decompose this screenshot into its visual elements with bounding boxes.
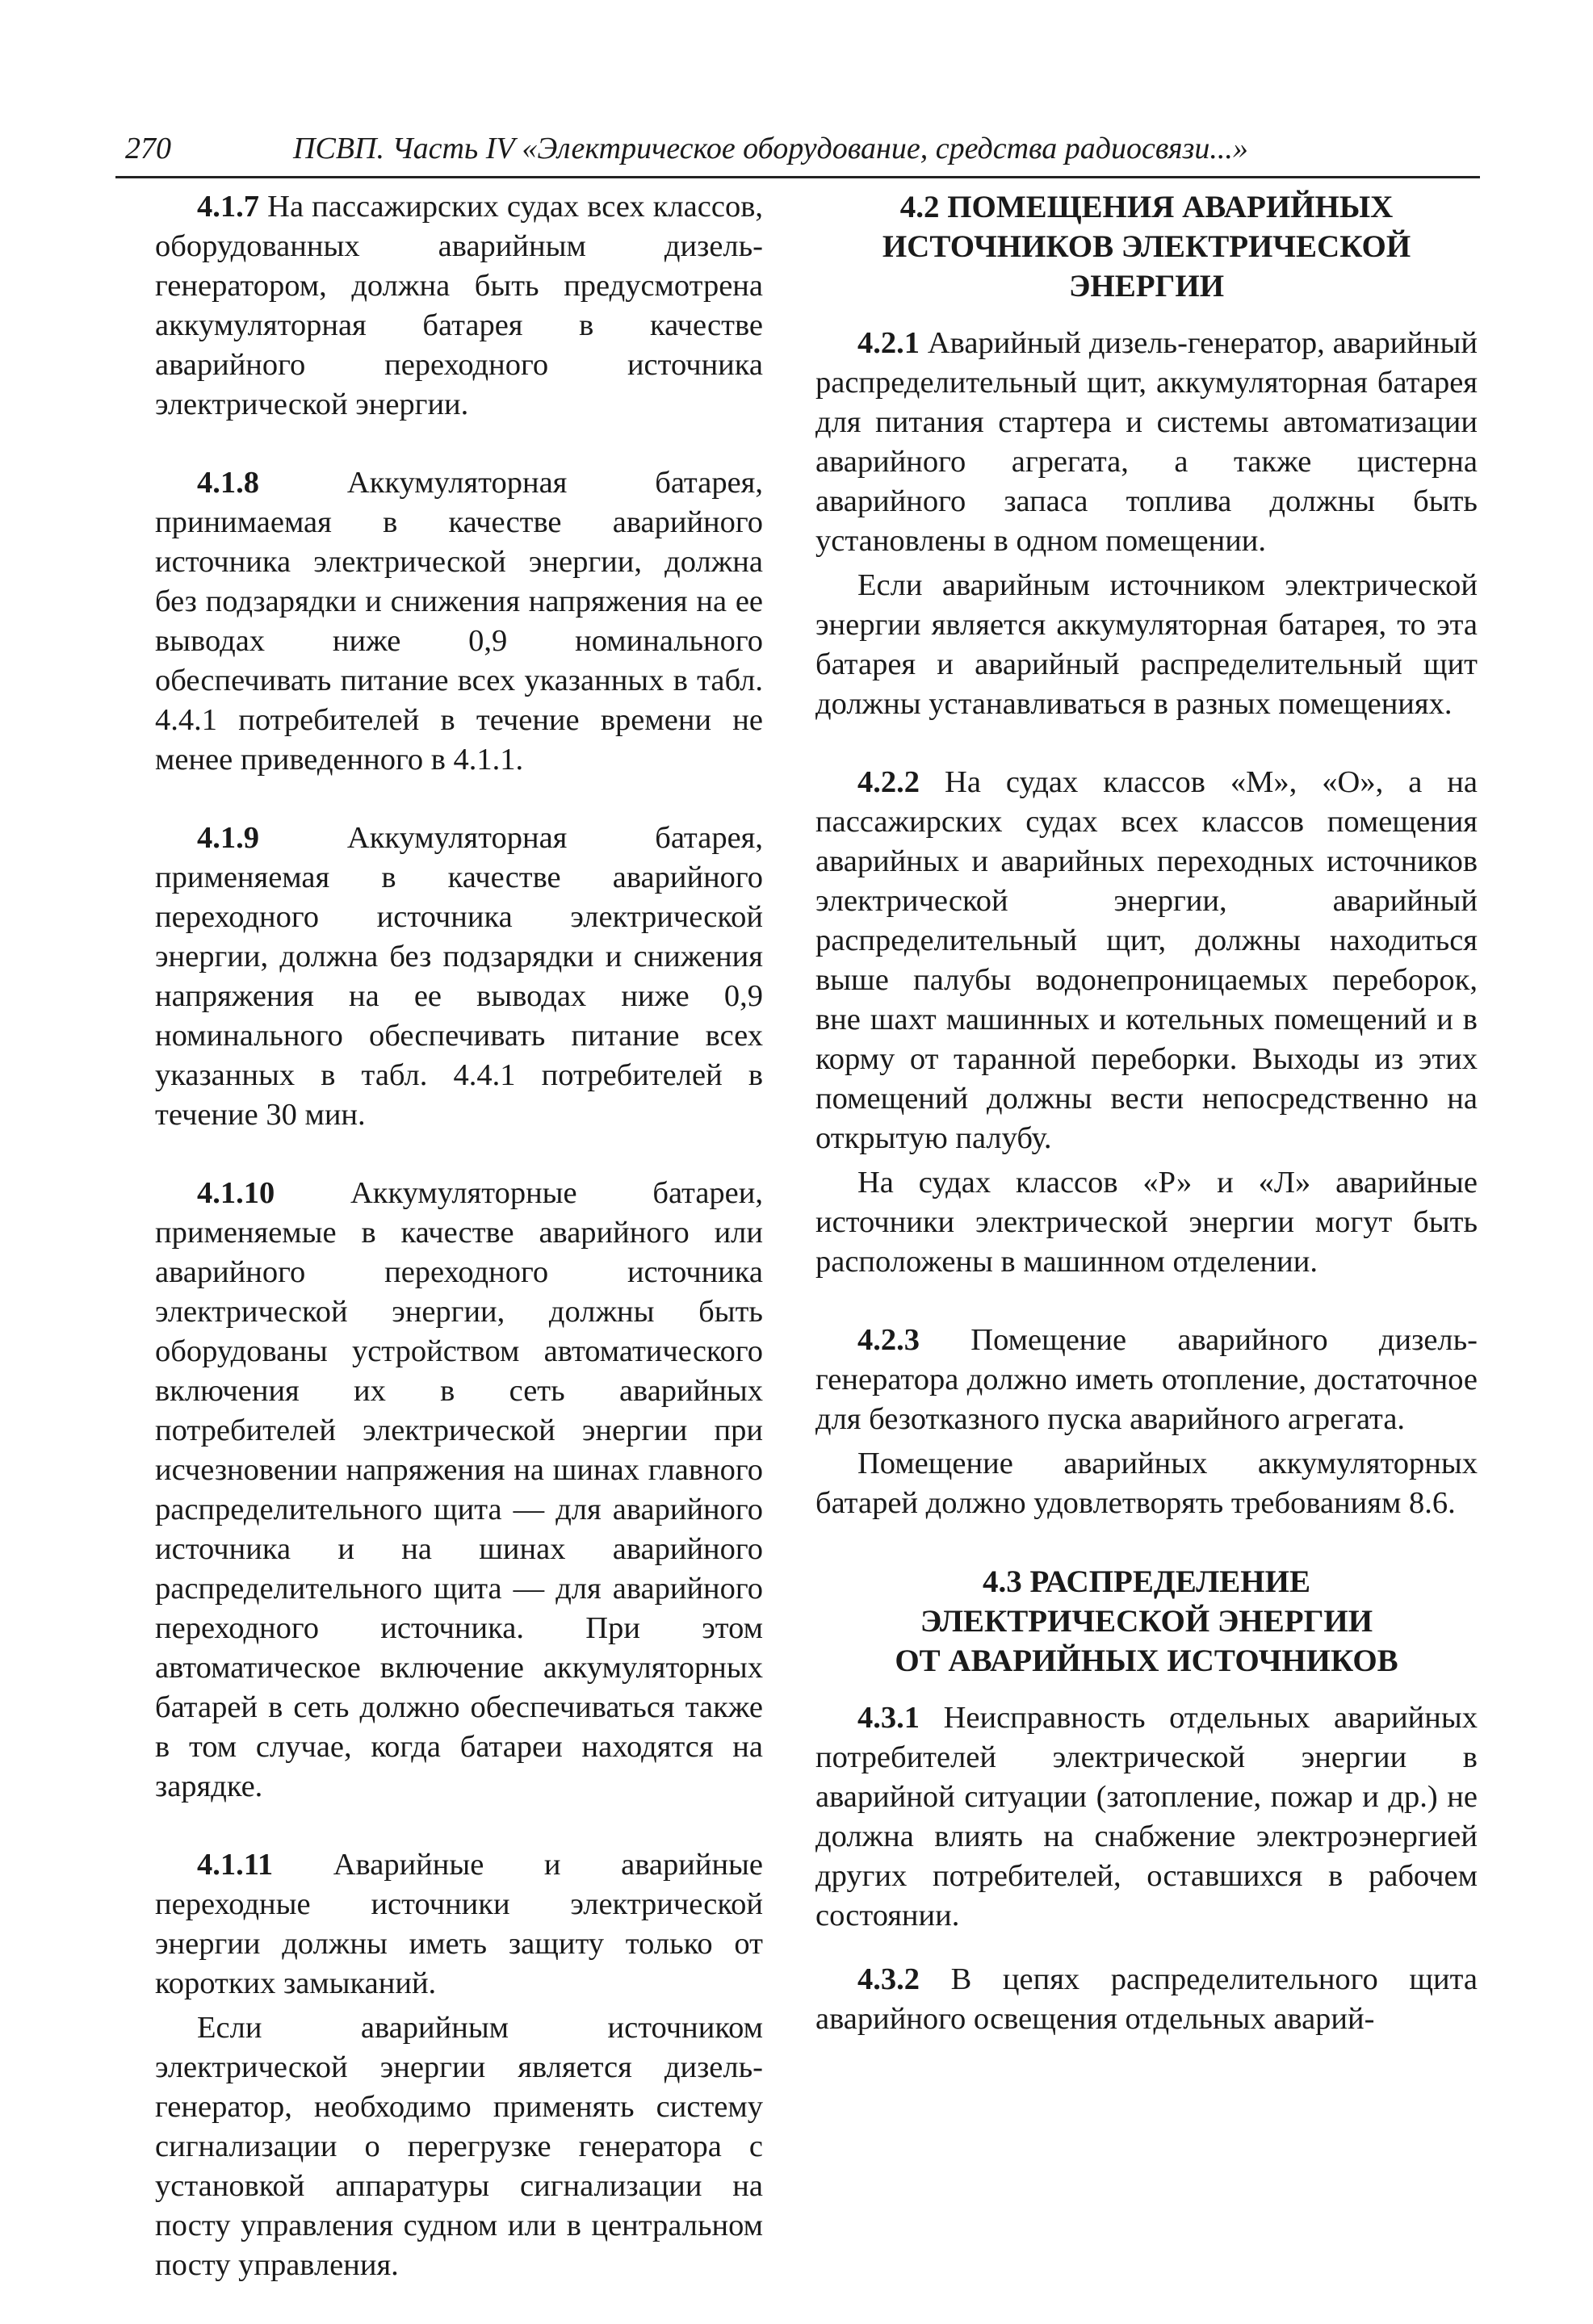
left-column: [155, 187, 763, 2324]
clause-paragraph: Если аварийным источником электрической энергии является аккумуляторная батарея, то эта батарея и аварийный распределительный щит должны устанавливаться в разных помещениях.: [815, 568, 1478, 721]
page-header: [115, 128, 1480, 178]
heading-line: ОТ АВАРИЙНЫХ ИСТОЧНИКОВ: [895, 1644, 1398, 1678]
clause-number: 4.3.2: [857, 1962, 920, 1996]
clause-number: 4.1.9: [197, 821, 259, 855]
heading-line: ИСТОЧНИКОВ ЭЛЕКТРИЧЕСКОЙ: [882, 229, 1411, 264]
clause-paragraph: [815, 1698, 1478, 1936]
clause-paragraph: [815, 1960, 1478, 2039]
clause-number: 4.1.11: [197, 1848, 274, 1882]
clause-paragraph: На судах классов «Р» и «Л» аварийные источники электрической энергии могут быть расположены в машинном отделении.: [815, 1166, 1478, 1279]
clause-text: Аккумуляторные батареи, применяемые в качестве аварийного или аварийного переходного источника электрической энергии, должны быть оборудованы устройством автоматического включения их в сеть аварийных потребителей электрической энергии при исчезновении напряжения на шинах главного распределительного щита — для аварийного источника и на шинах аварийного распределительного щита — для аварийного переходного источника. При этом автоматическое включение аккумуляторных батарей в сеть должно обеспечиваться также в том случае, когда батареи находятся на зарядке.: [155, 1176, 764, 1803]
clause-text: Аварийные и аварийные переходные источники электрической энергии должны иметь защиту только от коротких замыканий.: [155, 1848, 764, 2000]
clause-paragraph: [155, 187, 763, 425]
clause-text: Неисправность отдельных аварийных потребителей электрической энергии в аварийной ситуации (затопление, пожар и др.) не должна влиять на снабжение электроэнергией других потребителей, оставшихся в рабочем состоянии.: [815, 1701, 1478, 1932]
clause-number: 4.1.10: [197, 1176, 275, 1210]
clause-text: Аккумуляторная батарея, применяемая в качестве аварийного переходного источника электрической энергии, должна без подзарядки и снижения напряжения на ее выводах ниже 0,9 номинального обеспечивать питание всех указанных в табл. 4.4.1 потребителей в течение 30 мин.: [155, 821, 763, 1132]
clause-number: 4.1.7: [197, 190, 259, 224]
section-heading-4-2: [815, 187, 1478, 306]
running-title: ПСВП. Часть IV «Электрическое оборудование, средства радиосвязи...»: [293, 132, 1248, 165]
clause-4-1-9: [155, 819, 763, 1135]
clause-4-1-10: [155, 1174, 763, 1807]
clause-paragraph: [815, 763, 1478, 1158]
heading-line: ЭНЕРГИИ: [1068, 269, 1225, 304]
clause-paragraph: [815, 1321, 1478, 1439]
clause-4-2-2: [815, 763, 1478, 1282]
clause-paragraph: [155, 1174, 763, 1807]
clause-number: 4.2.3: [857, 1323, 920, 1357]
page-number: 270: [125, 132, 171, 165]
clause-paragraph: [155, 1845, 763, 2004]
clause-text: На пассажирских судах всех классов, оборудованных аварийным дизель-генератором, должна быть предусмотрена аккумуляторная батарея в качестве аварийного переходного источника электрической энергии.: [155, 190, 764, 421]
clause-paragraph: [155, 463, 763, 780]
clause-text: В цепях распределительного щита аварийного освещения отдельных аварий-: [815, 1962, 1478, 2036]
clause-4-3-2: [815, 1960, 1478, 2039]
clause-text: Аварийный дизель-генератор, аварийный распределительный щит, аккумуляторная батарея для питания стартера и системы автоматизации аварийного агрегата, а также цистерна аварийного запаса топлива должны быть установлены в одном помещении.: [815, 326, 1478, 558]
clause-paragraph: [155, 819, 763, 1135]
section-heading-4-3: [815, 1562, 1478, 1681]
clause-4-1-7: [155, 187, 763, 425]
clause-paragraph: Если аварийным источником электрической энергии является дизель-генератор, необходимо применять систему сигнализации о перегрузке генератора с установкой аппаратуры сигнализации на посту управления судном или в центральном посту управления.: [155, 2011, 763, 2282]
clause-4-1-11: [155, 1845, 763, 2285]
clause-4-3-1: [815, 1698, 1478, 1936]
clause-text: На судах классов «М», «О», а на пассажирских судах всех классов помещения аварийных и аварийных переходных источников электрической энергии, аварийный распределительный щит, должны находиться выше палубы водонепроницаемых переборок, вне шахт машинных и котельных помещений и в корму от таранной переборки. Выходы из этих помещений должны вести непосредственно на открытую палубу.: [815, 765, 1478, 1155]
clause-number: 4.2.1: [857, 326, 920, 360]
clause-4-2-3: [815, 1321, 1478, 1523]
clause-text: Аккумуляторная батарея, принимаемая в качестве аварийного источника электрической энергии, должна без подзарядки и снижения напряжения на ее выводах ниже 0,9 номинального обеспечивать питание всех указанных в табл. 4.4.1 потребителей в течение времени не менее приведенного в 4.1.1.: [155, 466, 763, 777]
clause-4-2-1: [815, 324, 1478, 724]
clause-number: 4.3.1: [857, 1701, 920, 1735]
clause-4-1-8: [155, 463, 763, 780]
right-column: [815, 187, 1478, 2078]
heading-line: 4.2 ПОМЕЩЕНИЯ АВАРИЙНЫХ: [899, 190, 1394, 224]
clause-paragraph: Помещение аварийных аккумуляторных батарей должно удовлетворять требованиям 8.6.: [815, 1447, 1478, 1520]
heading-line: ЭЛЕКТРИЧЕСКОЙ ЭНЕРГИИ: [920, 1604, 1373, 1639]
clause-number: 4.1.8: [197, 466, 259, 500]
clause-paragraph: [815, 324, 1478, 561]
clause-text: Помещение аварийного дизель-генератора должно иметь отопление, достаточное для безотказного пуска аварийного агрегата.: [815, 1323, 1478, 1436]
clause-number: 4.2.2: [857, 765, 920, 799]
heading-line: 4.3 РАСПРЕДЕЛЕНИЕ: [983, 1564, 1310, 1599]
